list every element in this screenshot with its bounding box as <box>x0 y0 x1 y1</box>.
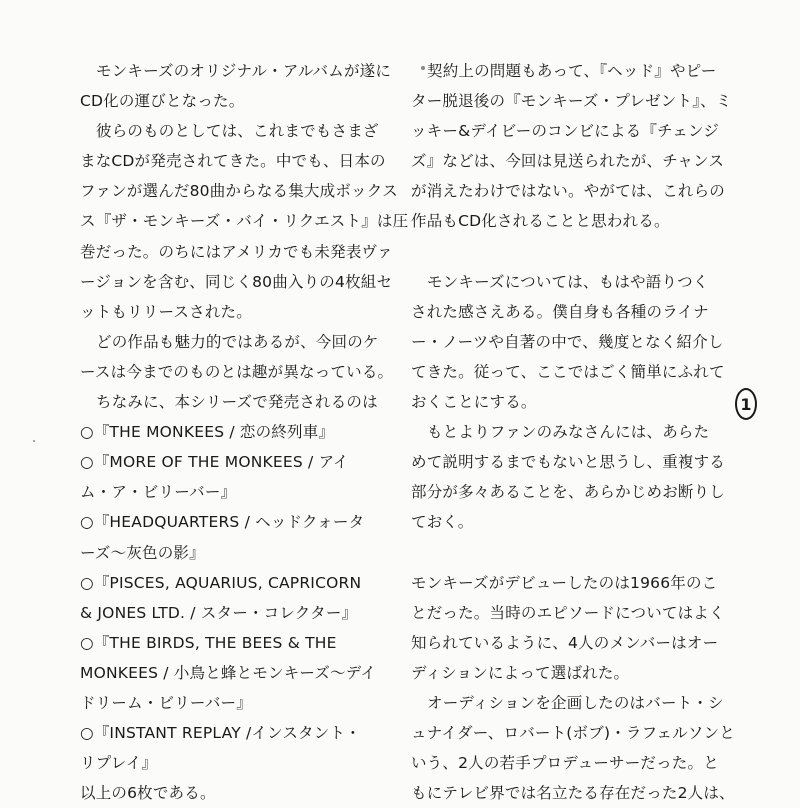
text-line: てきた。従って、ここではごく簡単にふれて <box>411 362 725 381</box>
text-line: どの作品も魅力的ではあるが、今回のケ <box>96 332 379 351</box>
text-line: 部分が多々あることを、あらかじめお断りし <box>411 483 726 502</box>
text-line: まなCDが発売されてきた。中でも、日本の <box>80 152 386 171</box>
text-line: モンキーズがデビューしたのは1966年のこ <box>411 573 718 592</box>
text-line: オーディションを企画したのはバート・シ <box>427 693 724 712</box>
text-line: モンキーズのオリジナル・アルバムが遂に <box>96 62 392 80</box>
text-line: ュナイダー、ロバート(ボブ)・ラフェルソンと <box>411 724 736 743</box>
text-line: 契約上の問題もあって、『ヘッド』やピー <box>427 62 717 80</box>
text-line: ○『INSTANT REPLAY /インスタント・ <box>80 724 361 743</box>
right-text-column <box>411 56 736 808</box>
text-line: ちなみに、本シリーズで発売されるのは <box>96 393 378 412</box>
text-line: 知られているように、4人のメンバーはオー <box>411 633 719 652</box>
text-line: CD化の運びとなった。 <box>80 92 245 111</box>
text-line: おくことにする。 <box>411 393 537 412</box>
paragraph-gap <box>411 538 731 568</box>
text-line: モンキーズについては、もはや語りつく <box>427 272 709 291</box>
scan-speck <box>33 440 35 442</box>
text-line: ーズ〜灰色の影』 <box>80 543 205 562</box>
text-line: ットもリリースされた。 <box>80 302 252 321</box>
text-line: ておく。 <box>411 513 474 532</box>
text-line: ースは今までのものとは趣が異なっている。 <box>80 362 394 381</box>
text-line: ドリーム・ビリーバー』 <box>80 693 252 712</box>
text-line: ○『MORE OF THE MONKEES / アイ <box>80 453 349 472</box>
text-line: 作品もCD化されることと思われる。 <box>411 212 670 231</box>
text-line: 以上の6枚である。 <box>80 784 216 803</box>
text-line: が消えたわけではない。やがては、これらの <box>411 182 726 201</box>
text-line: MONKEES / 小鳥と蜂とモンキーズ〜デイ <box>80 663 377 682</box>
text-line: ファンが選んだ80曲からなる集大成ボックス <box>80 182 398 201</box>
text-line: された感さえある。僕自身も各種のライナ <box>411 302 709 321</box>
page-number-badge: 1 <box>735 388 757 420</box>
text-line: とだった。当時のエピソードについてはよく <box>411 603 725 622</box>
text-line: ディションによって選ばれた。 <box>411 663 630 682</box>
text-line: ズ』などは、今回は見送られたが、チャンス <box>411 152 725 171</box>
text-line: & JONES LTD. / スター・コレクター』 <box>80 603 358 622</box>
text-line: もにテレビ界では名立たる存在だった2人は、 <box>411 784 735 803</box>
text-line: ー・ノーツや自著の中で、幾度となく紹介し <box>411 332 724 351</box>
text-line: もとよりファンのみなさんには、あらた <box>427 423 710 442</box>
text-line: ター脱退後の『モンキーズ・プレゼント』、ミ <box>411 92 732 111</box>
text-line: リプレイ』 <box>80 754 158 773</box>
text-line: ○『THE BIRDS, THE BEES & THE <box>80 633 337 652</box>
text-line: ッキー&デイビーのコンビによる『チェンジ <box>411 122 720 141</box>
text-line: ○『HEADQUARTERS / ヘッドクォータ <box>80 513 365 532</box>
left-text-column <box>80 56 409 808</box>
text-line: ム・ア・ビリーバー』 <box>80 483 237 502</box>
text-line: めて説明するまでもないと思うし、重複する <box>411 453 726 472</box>
paragraph-gap <box>411 237 731 267</box>
scan-speck <box>421 66 425 70</box>
text-line: 彼らのものとしては、これまでもさまざ <box>96 122 379 141</box>
text-line: 巻だった。のちにはアメリカでも未発表ヴァ <box>80 242 393 261</box>
text-line: ージョンを含む、同じく80曲入りの4枚組セ <box>80 272 393 291</box>
text-line: いう、2人の若手プロデューサーだった。と <box>411 754 719 773</box>
text-line: ス『ザ・モンキーズ・バイ・リクエスト』は圧 <box>80 212 409 231</box>
text-line: ○『THE MONKEES / 恋の終列車』 <box>80 423 335 442</box>
text-line: ○『PISCES, AQUARIUS, CAPRICORN <box>80 573 362 592</box>
